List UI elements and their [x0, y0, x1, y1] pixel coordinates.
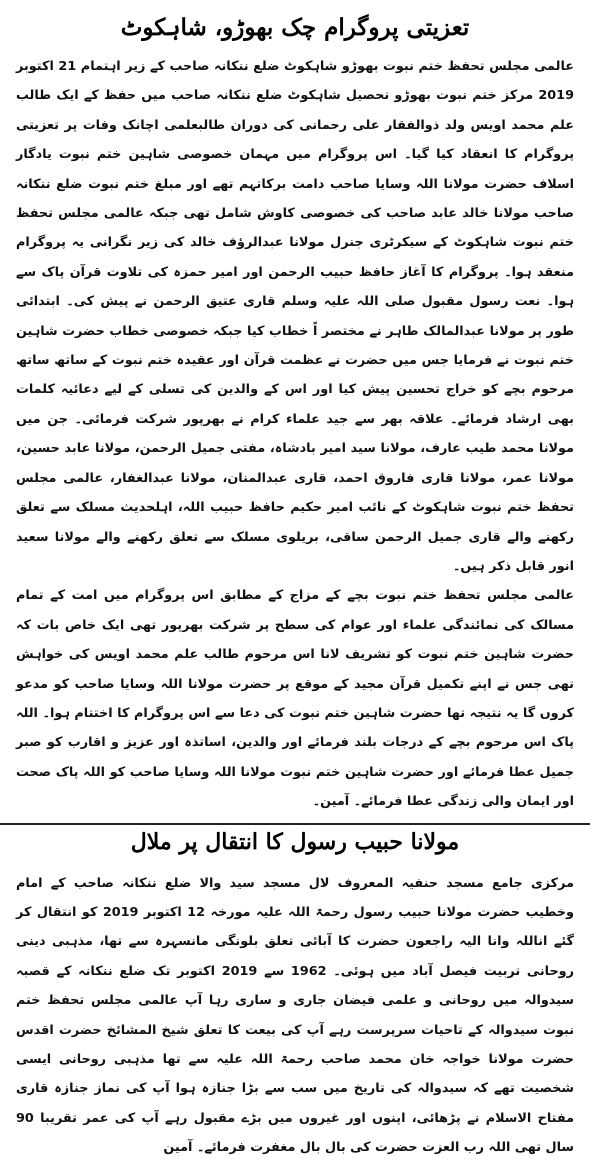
article-body	[10, 869, 580, 1163]
article-paragraph: عالمی مجلس تحفظ ختم نبوت بچے کے مزاج کے مطابق اس پروگرام میں امت کے تمام مسالک کی نمائندگی علماء اور عوام کی سطح پر شرکت بھرپور تھی ایک خاص بات کہ حضرت شاہین ختم نبوت کو تشریف لانا اس مرحوم طالب علم محمد اویس کی خواہش تھی جس نے اپنے تکمیل قرآن مجید کے موقع پر حضرت مولانا اللہ وسایا صاحب کو مدعو کروں گا یہ نتیجہ تھا حضرت شاہین ختم نبوت کی دعا سے اس پروگرام کا اختتام ہوا۔ اللہ پاک اس مرحوم بچے کے درجات بلند فرمائے اور والدین، اساتذہ اور عزیز و اقارب کو صبر جمیل عطا فرمائے اور حضرت شاہین ختم نبوت مولانا اللہ وسایا صاحب کو اللہ پاک صحت اور ایمان والی زندگی عطا فرمائے۔ آمین۔	[16, 588, 574, 810]
article-obituary	[10, 825, 580, 1163]
article-condolence-program	[10, 0, 580, 817]
article-paragraph: عالمی مجلس تحفظ ختم نبوت بھوڑو شاہکوٹ ضلع ننکانہ صاحب کے زیر اہتمام 21 اکتوبر 2019 مرکز ختم نبوت بھوڑو تحصیل شاہکوٹ ضلع ننکانہ صاحب میں حفظ کے ایک طالب علم محمد اویس ولد ذوالفقار علی رحمانی کی دوران طالبعلمی اچانک وفات پر تعزیتی پروگرام کا انعقاد کیا گیا۔ اس پروگرام میں مہمان خصوصی شاہین ختم نبوت یادگار اسلاف حضرت مولانا اللہ وسایا صاحب دامت برکاتہم تھے اور مبلغ ختم نبوت ضلع ننکانہ صاحب مولانا خالد عابد صاحب کی خصوصی کاوش شامل تھی جبکہ عالمی مجلس تحفظ ختم نبوت شاہکوٹ کے سیکرٹری جنرل مولانا عبدالرؤف خالد کی زیر نگرانی یہ پروگرام منعقد ہوا۔ پروگرام کا آغاز حافظ حبیب الرحمن اور امیر حمزہ کی تلاوت قرآن پاک سے ہوا۔ نعت رسول مقبول صلی اللہ علیہ وسلم قاری عتیق الرحمن نے پیش کی۔ ابتدائی طور پر مولانا عبدالمالک طاہر نے مختصر اً خطاب کیا جبکہ خصوصی خطاب حضرت شاہین ختم نبوت نے فرمایا جس میں حضرت نے عظمت قرآن اور عقیدہ ختم نبوت کے ساتھ ساتھ مرحوم بچے کو خراج تحسین پیش کیا اور اس کے والدین کی تسلی کے لیے دعائیہ کلمات بھی ارشاد فرمائے۔ علاقہ بھر سے جید علماء کرام نے بھرپور شرکت فرمائی۔ جن میں مولانا محمد طیب عارف، مولانا سید امیر بادشاہ، مفتی جمیل الرحمن، مولانا عابد حسین، مولانا عمر، مولانا قاری فاروق احمد، قاری عبدالمنان، مولانا عبدالغفار، عالمی مجلس تحفظ ختم نبوت شاہکوٹ کے نائب امیر حکیم حافظ حبیب اللہ، اہلحدیث مسلک سے تعلق رکھنے والے قاری جمیل الرحمن ساقی، بریلوی مسلک سے تعلق رکھنے والے مولانا سعید انور قابل ذکر ہیں۔	[16, 59, 574, 574]
article-title: مولانا حبیب رسول کا انتقال پر ملال	[130, 828, 460, 855]
article-title: تعزیتی پروگرام چک بھوڑو، شاہکوٹ	[120, 14, 470, 41]
article-body	[10, 52, 580, 817]
article-paragraph: مرکزی جامع مسجد حنفیہ المعروف لال مسجد سید والا ضلع ننکانہ صاحب کے امام وخطیب حضرت مولانا حبیب رسول رحمۃ اللہ علیہ مورخہ 12 اکتوبر 2019 کو انتقال کر گئے اناللہ وانا الیہ راجعون حضرت کا آبائی تعلق بلونگی مانسہرہ سے تھا، مذہبی دینی روحانی تربیت فیصل آباد میں ہوئی۔ 1962 سے 2019 اکتوبر تک ضلع ننکانہ کے قصبہ سیدوالہ میں روحانی و علمی فیضان جاری و ساری رہا آپ عالمی مجلس تحفظ ختم نبوت سیدوالہ کے تاحیات سرپرست رہے آپ کی بیعت کا تعلق شیخ المشائخ حضرت اقدس حضرت مولانا خواجہ خان محمد صاحب رحمۃ اللہ علیہ سے تھا مذہبی روحانی ایسی شخصیت تھے کہ سیدوالہ کی تاریخ میں سب سے بڑا جنازہ ہوا آپ کی نماز جنازہ قاری مفتاح الاسلام نے پڑھائی، اپنوں اور غیروں میں بڑے مقبول رہے آپ کی عمر تقریبا 90 سال تھی اللہ رب العزت حضرت کی بال بال مغفرت فرمائے۔ آمین	[16, 875, 575, 1156]
